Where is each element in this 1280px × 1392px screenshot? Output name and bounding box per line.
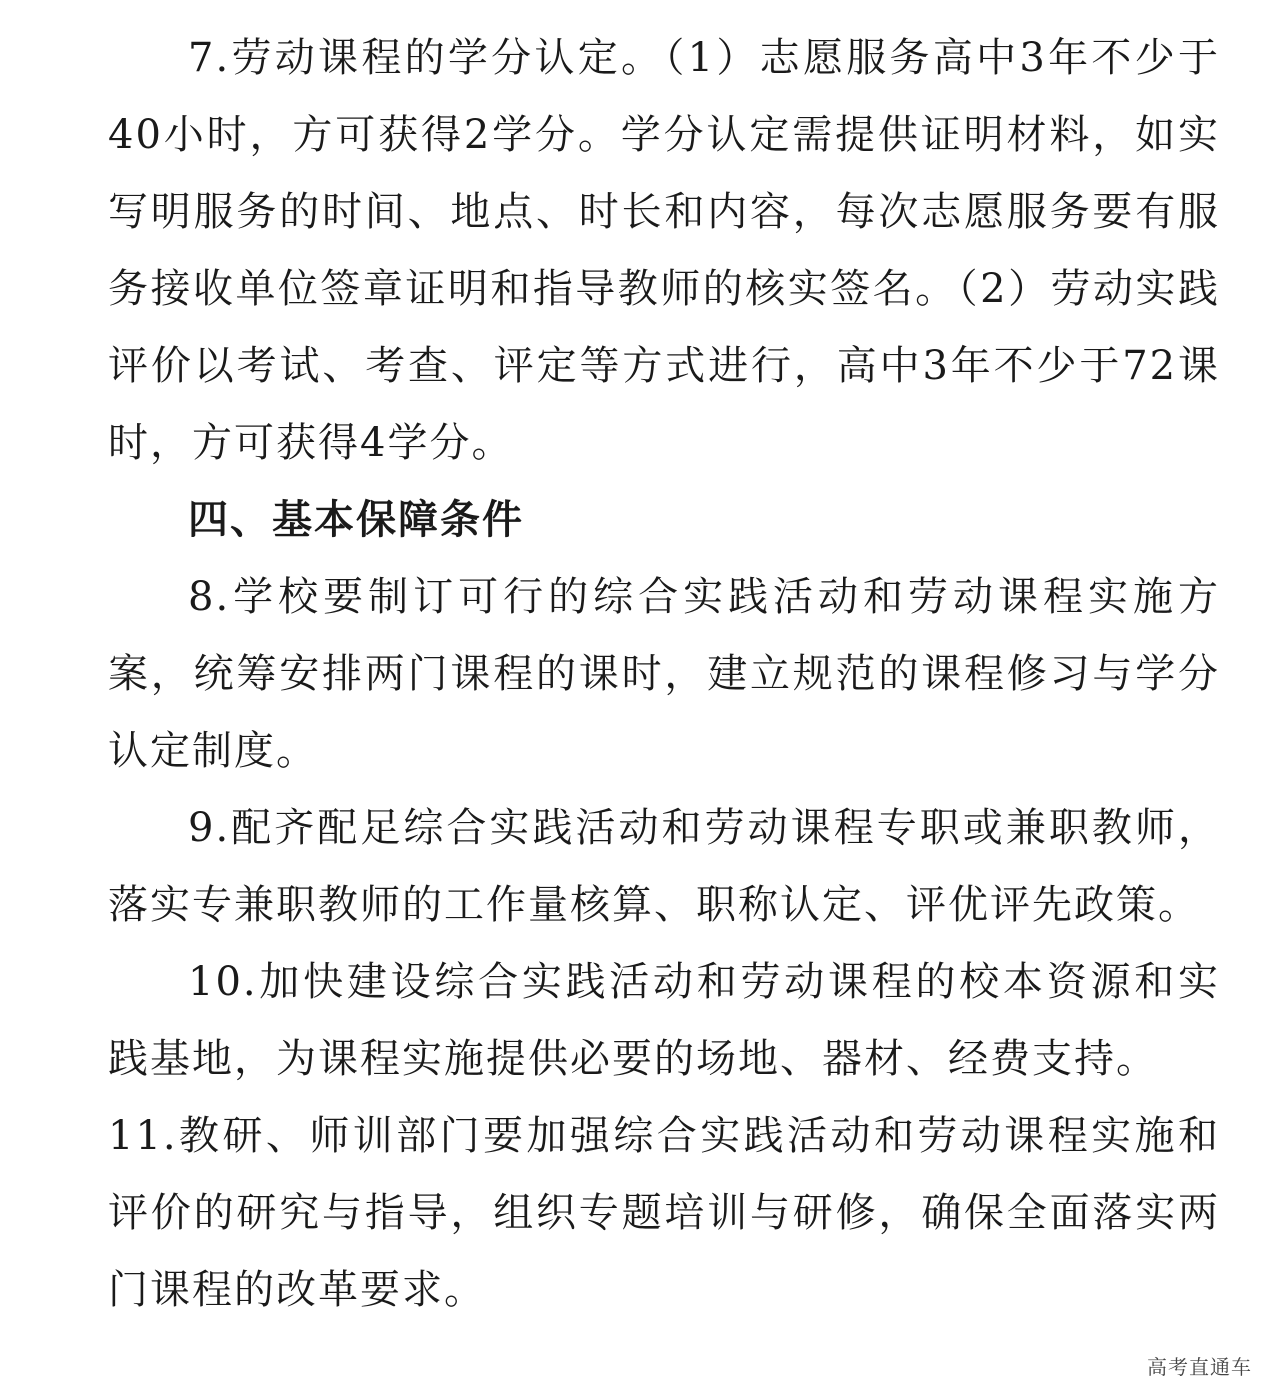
document-page [108, 20, 1220, 1329]
section-heading: 四、基本保障条件 [188, 497, 524, 543]
paragraph-item-9: 9.配齐配足综合实践活动和劳动课程专职或兼职教师，落实专兼职教师的工作量核算、职称认定、评优评先政策。 [108, 805, 1220, 928]
paragraph-item-8: 8.学校要制订可行的综合实践活动和劳动课程实施方案，统筹安排两门课程的课时，建立规范的课程修习与学分认定制度。 [108, 574, 1220, 774]
paragraph-item-11: 11.教研、师训部门要加强综合实践活动和劳动课程实施和评价的研究与指导，组织专题培训与研修，确保全面落实两门课程的改革要求。 [108, 1113, 1220, 1313]
watermark-label: 高考直通车 [1147, 1355, 1252, 1379]
paragraph-item-10: 10.加快建设综合实践活动和劳动课程的校本资源和实践基地，为课程实施提供必要的场地、器材、经费支持。 [108, 959, 1220, 1082]
paragraph-item-7: 7.劳动课程的学分认定。（1）志愿服务高中3年不少于40小时，方可获得2学分。学分认定需提供证明材料，如实写明服务的时间、地点、时长和内容，每次志愿服务要有服务接收单位签章证明和指导教师的核实签名。（2）劳动实践评价以考试、考查、评定等方式进行，高中3年不少于72课时，方可获得4学分。 [108, 35, 1220, 466]
